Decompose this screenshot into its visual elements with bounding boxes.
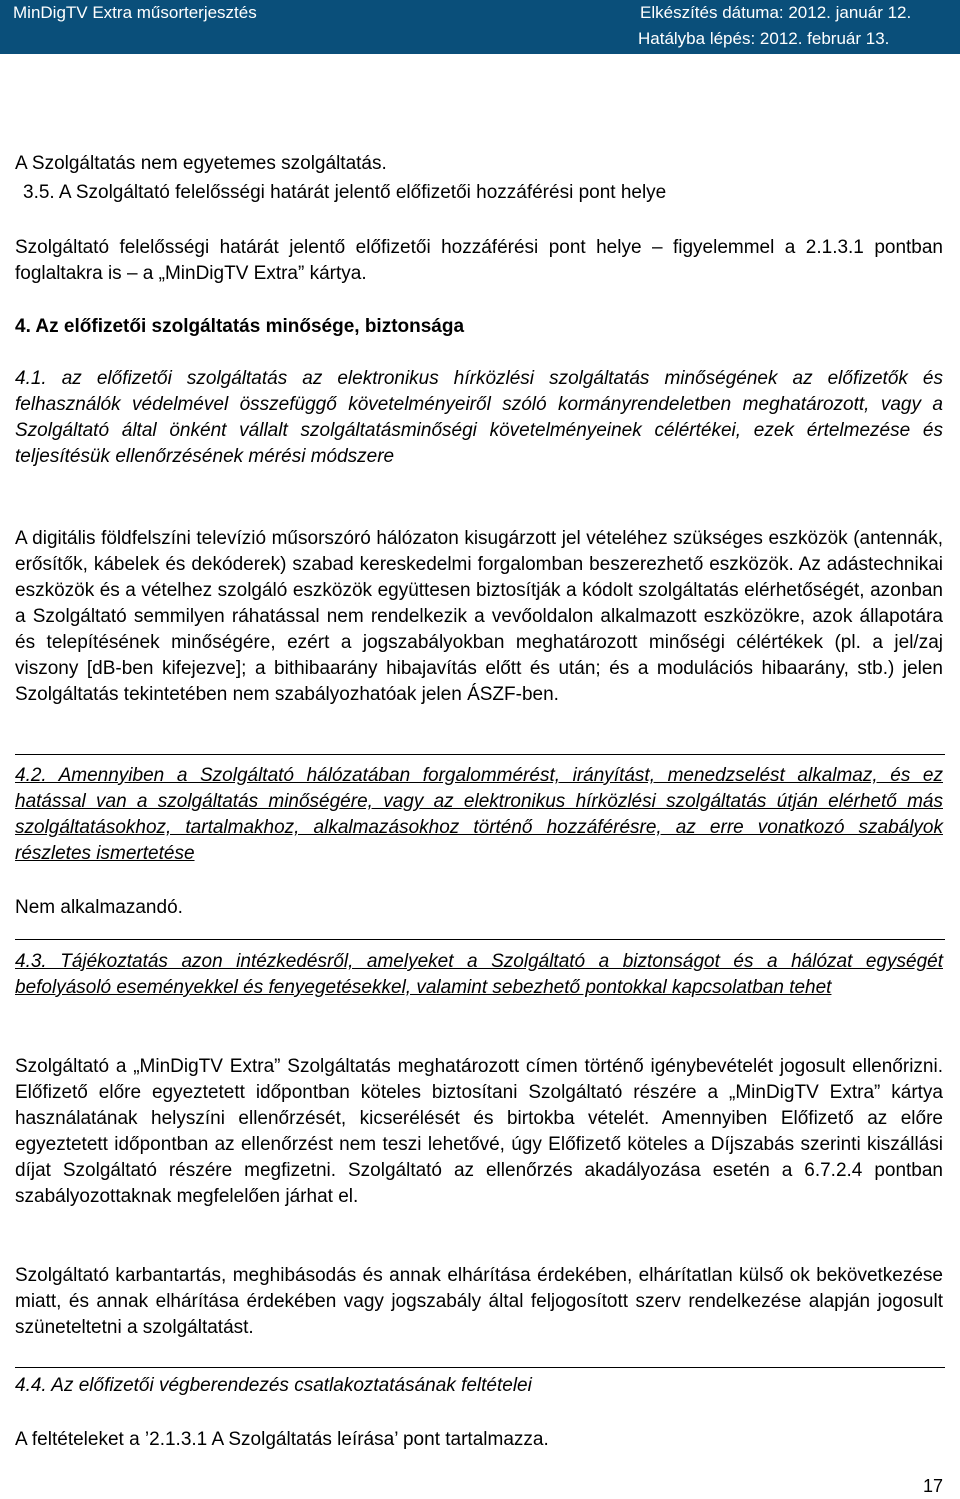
page-number: 17	[923, 1476, 944, 1496]
paragraph-not-applicable: Nem alkalmazandó.	[15, 897, 183, 918]
paragraph-access-point: Szolgáltató felelősségi határát jelentő előfizetői hozzáférési pont helye – figyelemmel a 2.1.3.1 pontban foglaltakra is – a „MinDigTV Extra” kártya.	[15, 237, 943, 284]
divider	[15, 939, 945, 940]
header-created-date: Elkészítés dátuma: 2012. január 12.	[640, 3, 912, 22]
paragraph-not-universal: A Szolgáltatás nem egyetemes szolgáltatás.	[15, 153, 387, 174]
divider	[15, 1367, 945, 1368]
page-header	[0, 0, 960, 54]
section-3-5-heading: 3.5. A Szolgáltató felelősségi határát jelentő előfizetői hozzáférési pont helye	[23, 182, 667, 203]
paragraph-dvb-t-equipment: A digitális földfelszíni televízió műsorszóró hálózaton kisugárzott jel vételéhez szükséges eszközök (antennák, erősítők, kábelek és dekóderek) szabad kereskedelmi forgalomban beszerezhető eszközök. Az adástechnikai eszközök és a vételhez szolgáló eszközök együttesen biztosítják a kódolt szolgáltatás elérhetőségét, azonban a Szolgáltató semmilyen ráhatással nem rendelkezik a vevőoldalon alkalmazott eszközökre, azok állapotára és telepítésének minőségére, ezért a jogszabályokban meghatározott minőségi célértékek (pl. a jel/zaj viszony [dB-ben kifejezve]; a bithibaarány hibajavítás előtt és után; és a modulációs hibaarány, stb.) jelen Szolgáltatás tekintetében nem szabályozhatóak jelen ÁSZF-ben.	[15, 528, 943, 705]
section-4-4-heading: 4.4. Az előfizetői végberendezés csatlakoztatásának feltételei	[15, 1375, 532, 1396]
paragraph-inspection: Szolgáltató a „MinDigTV Extra” Szolgáltatás meghatározott címen történő igénybevételét jogosult ellenőrizni. Előfizető előre egyeztetett időpontban köteles biztosítani Szolgáltató részére a „MinDigTV Extra” kártya használatának helyszíni ellenőrzését, kicserélését és birtokba vételét. Amennyiben Előfizető az előre egyeztetett időpontban az ellenőrzést nem teszi lehetővé, úgy Előfizető köteles a Díjszabás szerinti kiszállási díjat Szolgáltató részére megfizetni. Szolgáltató az ellenőrzés akadályozása esetén a 6.7.2.4 pontban szabályozottaknak megfelelően járhat el.	[15, 1056, 943, 1207]
section-4-3-heading: 4.3. Tájékoztatás azon intézkedésről, amelyeket a Szolgáltató a biztonságot és a hálózat egységét befolyásoló eseményekkel és fenyegetésekkel, valamint sebezhető pontokkal kapcsolatban tehet	[15, 951, 943, 998]
section-4-heading: 4. Az előfizetői szolgáltatás minősége, biztonsága	[15, 316, 465, 337]
section-4-2-heading: 4.2. Amennyiben a Szolgáltató hálózatában forgalommérést, irányítást, menedzselést alkalmaz, és ez hatással van a szolgáltatás minőségére, vagy az elektronikus hírközlési szolgáltatás útján elérhető más szolgáltatásokhoz, tartalmakhoz, alkalmazásokhoz történő hozzáférésre, az erre vonatkozó szabályok részletes ismertetése	[15, 765, 943, 864]
divider	[15, 754, 945, 755]
section-4-1-heading: 4.1. az előfizetői szolgáltatás az elektronikus hírközlési szolgáltatás minőségének az előfizetők és felhasználók védelmével összefüggő követelményeiről szóló kormányrendeletben meghatározott, vagy a Szolgáltató által önként vállalt szolgáltatásminőségi követelményeinek célértékei, ezek értelmezése és teljesítésük ellenőrzésének mérési módszere	[15, 368, 943, 467]
header-title: MinDigTV Extra műsorterjesztés	[13, 3, 257, 22]
header-effective-date: Hatályba lépés: 2012. február 13.	[638, 29, 890, 48]
paragraph-conditions: A feltételeket a ’2.1.3.1 A Szolgáltatás leírása’ pont tartalmazza.	[15, 1429, 549, 1450]
paragraph-suspension: Szolgáltató karbantartás, meghibásodás és annak elhárítása érdekében, elhárítatlan külső ok bekövetkezése miatt, és annak elhárítása érdekében vagy jogszabály által feljogosított szerv rendelkezése alapján jogosult szüneteltetni a szolgáltatást.	[15, 1265, 943, 1338]
